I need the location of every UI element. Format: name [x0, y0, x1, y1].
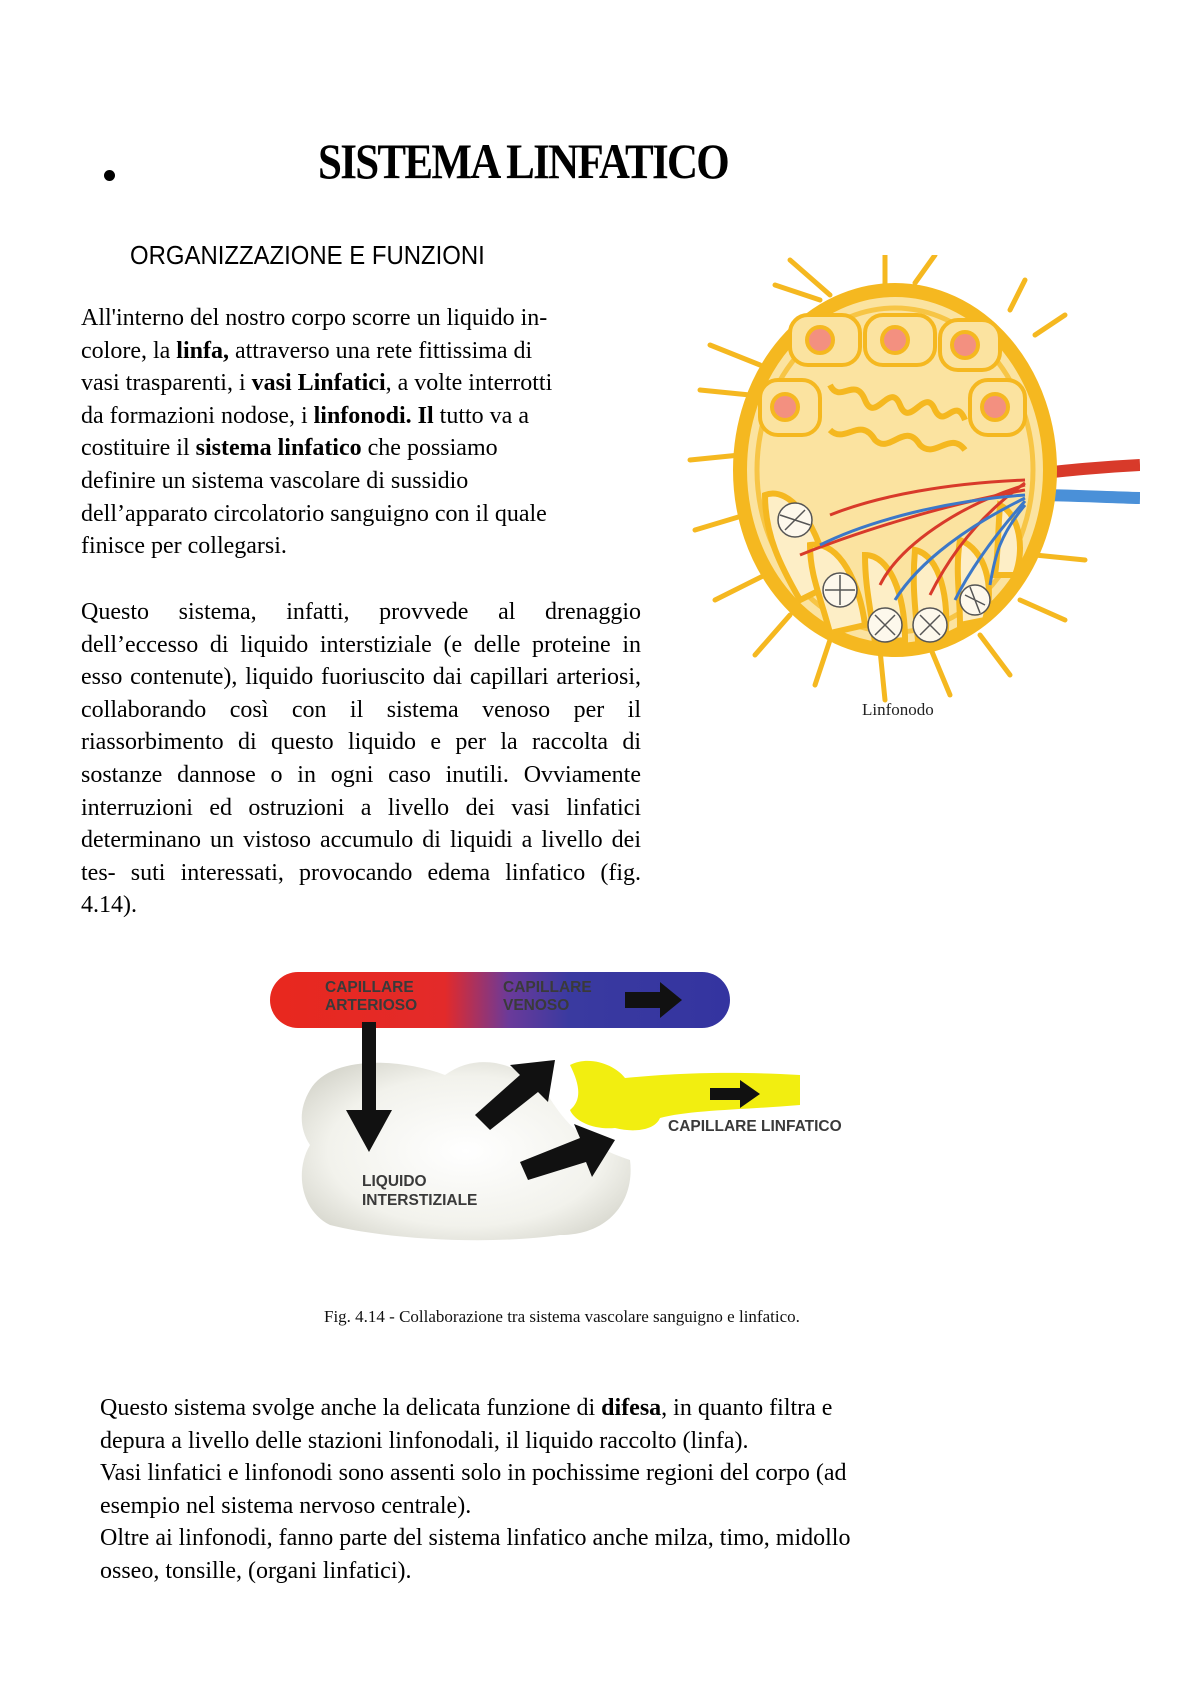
defense-line: Questo sistema svolge anche la delicata funzione di difesa, in quanto filtra e: [100, 1395, 833, 1421]
lymph-node-illustration: [680, 255, 1140, 725]
intro-line: da formazioni nodose, i linfonodi. Il tutto va a: [81, 402, 529, 429]
page-title: SISTEMA LINFATICO: [318, 133, 729, 189]
term-vasi-linfatici: vasi Linfatici: [251, 370, 386, 397]
arterial-capillary-label: ARTERIOSO: [325, 997, 418, 1014]
drainage-paragraph: Questo sistema, infatti, provvede al drenaggio dell’eccesso di liquido interstiziale (e delle proteine in esso contenute), liquido fuoriuscito dai capillari arteriosi, collaborando così con il sistema venoso per il riassorbimento di questo liquido e per la raccolta di sostanze dannose o in ogni caso inutili. Ovviamente interruzioni ed ostruzioni a livello dei vasi linfatici determinano un vistoso accumulo di liquidi a livello dei tes- suti interessati, provocando edema linfatico (fig. 4.14).: [81, 599, 641, 919]
intro-line: dell’apparato circolatorio sanguigno con il quale: [81, 500, 547, 527]
intro-line: costituire il sistema linfatico che possiamo: [81, 435, 498, 462]
term-linfonodi: linfonodi. Il: [313, 402, 434, 429]
venous-capillary-label: VENOSO: [503, 997, 570, 1014]
venous-capillary-label: CAPILLARE: [503, 979, 592, 996]
intro-line: definire un sistema vascolare di sussidio: [81, 467, 469, 494]
intro-line: finisce per collegarsi.: [81, 533, 287, 560]
defense-line: Oltre ai linfonodi, fanno parte del sistema linfatico anche milza, timo, midollo: [100, 1525, 851, 1552]
term-sistema-linfatico: sistema linfatico: [195, 435, 362, 462]
defense-line: Vasi linfatici e linfonodi sono assenti solo in pochissime regioni del corpo (ad: [100, 1460, 847, 1487]
arterial-capillary-label: CAPILLARE: [325, 979, 414, 996]
defense-line: osseo, tonsille, (organi linfatici).: [100, 1557, 412, 1584]
defense-line: esempio nel sistema nervoso centrale).: [100, 1492, 472, 1519]
intro-paragraph: [81, 302, 641, 563]
figure-caption: Fig. 4.14 - Collaborazione tra sistema vascolare sanguigno e linfatico.: [324, 1307, 800, 1326]
lymphatic-capillary-label: CAPILLARE LINFATICO: [668, 1118, 842, 1135]
intro-line: All'interno del nostro corpo scorre un liquido in-: [81, 305, 548, 331]
capillary-flow-diagram: [270, 970, 850, 1245]
list-bullet: [104, 170, 115, 181]
interstitial-fluid-label: LIQUIDO: [362, 1173, 427, 1190]
interstitial-fluid-label: INTERSTIZIALE: [362, 1192, 478, 1209]
intro-line: colore, la linfa, attraverso una rete fittissima di: [81, 337, 533, 364]
lymph-node-caption: Linfonodo: [862, 700, 934, 719]
section-heading: ORGANIZZAZIONE E FUNZIONI: [130, 240, 485, 270]
defense-line: depura a livello delle stazioni linfonodali, il liquido raccolto (linfa).: [100, 1427, 749, 1454]
defense-paragraph: [100, 1392, 1100, 1588]
term-linfa: linfa,: [176, 337, 229, 364]
intro-line: vasi trasparenti, i vasi Linfatici, a volte interrotti: [81, 370, 553, 397]
term-difesa: difesa: [601, 1395, 662, 1421]
